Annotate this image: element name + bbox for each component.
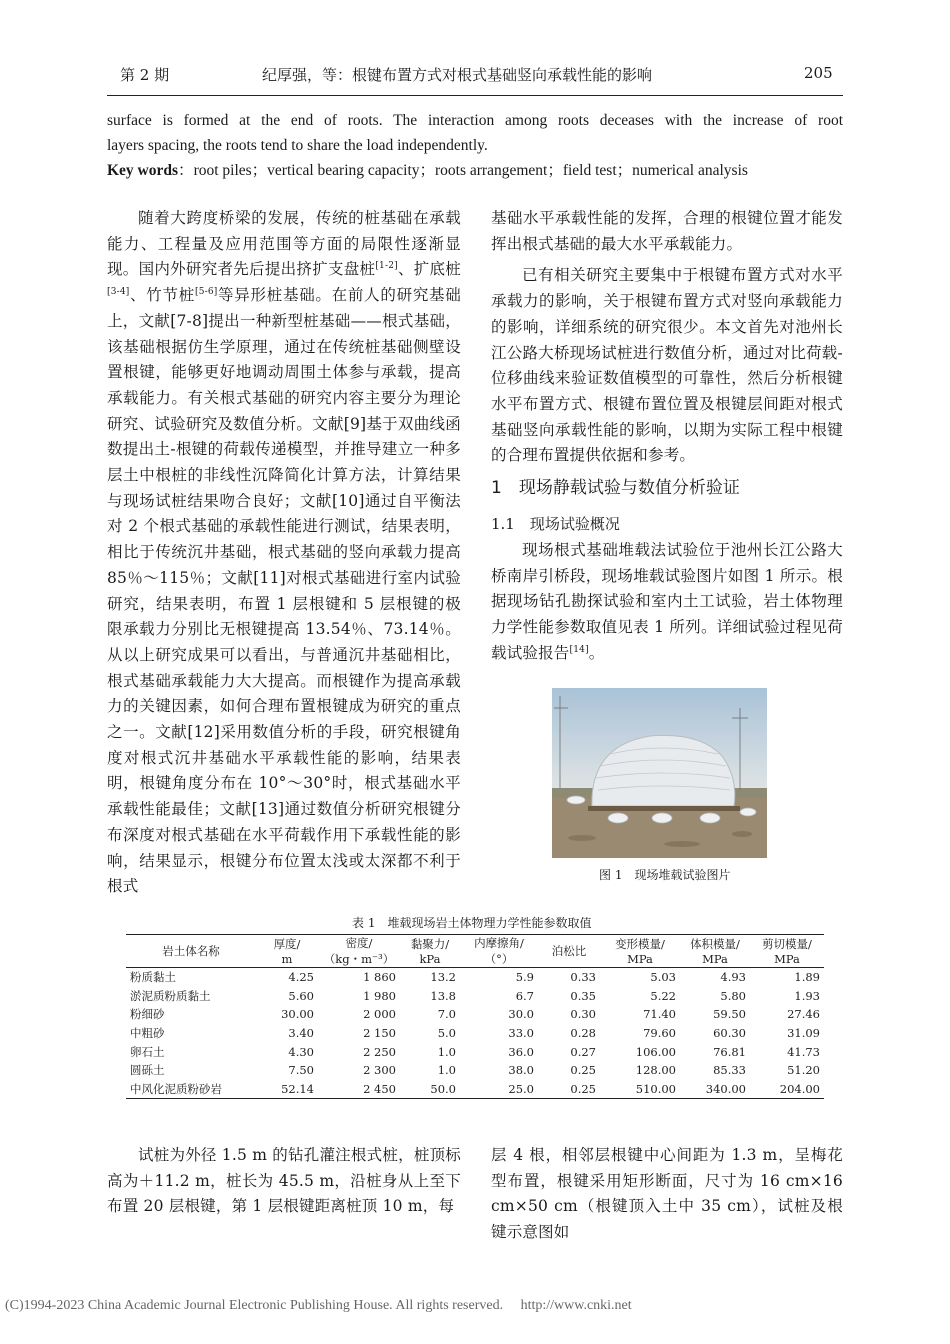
table-cell: 5.9 bbox=[515, 970, 534, 985]
table-cell: 7.0 bbox=[437, 1007, 456, 1022]
table-cell: 76.81 bbox=[713, 1044, 746, 1059]
table-cell: 0.25 bbox=[570, 1063, 596, 1078]
table-cell: 4.25 bbox=[288, 970, 314, 985]
table-cell: 204.00 bbox=[779, 1081, 820, 1096]
table-cell: 0.25 bbox=[570, 1081, 596, 1096]
table-cell: 0.33 bbox=[570, 970, 596, 985]
table-cell: 5.03 bbox=[650, 970, 676, 985]
table-1 bbox=[126, 934, 824, 1099]
table-row bbox=[126, 1061, 824, 1080]
table-cell: 27.46 bbox=[787, 1007, 820, 1022]
table-cell: 340.00 bbox=[705, 1081, 746, 1096]
table-cell: 1.0 bbox=[437, 1044, 456, 1059]
citation-3-4: [3-4] bbox=[107, 286, 130, 297]
citation-1-2: [1-2] bbox=[375, 261, 398, 272]
keywords bbox=[107, 158, 843, 183]
col-header-thickness: 厚度/ m bbox=[273, 937, 301, 966]
table-cell: 52.14 bbox=[281, 1081, 314, 1096]
table-cell: 13.8 bbox=[430, 988, 456, 1003]
header-rule bbox=[107, 95, 843, 96]
header-page-number: 205 bbox=[804, 64, 833, 82]
col-header-name: 岩土体名称 bbox=[162, 944, 220, 958]
table-cell: 1.0 bbox=[437, 1063, 456, 1078]
footer-copyright: (C)1994-2023 China Academic Journal Electronic Publishing House. All rights reserved. bbox=[5, 1298, 504, 1313]
col-header-shear-modulus: 剪切模量/ MPa bbox=[762, 937, 812, 966]
table-cell-name: 中风化泥质粉砂岩 bbox=[130, 1081, 222, 1096]
col-header-density: 密度/ （kg・m⁻³） bbox=[323, 936, 395, 966]
table-cell: 38.0 bbox=[508, 1063, 534, 1078]
table-row bbox=[126, 1005, 824, 1024]
table-cell: 4.30 bbox=[288, 1044, 314, 1059]
table-cell: 7.50 bbox=[288, 1063, 314, 1078]
table-cell: 30.00 bbox=[281, 1007, 314, 1022]
table-row bbox=[126, 1024, 824, 1043]
table-cell: 59.50 bbox=[713, 1007, 746, 1022]
citation-14: [14] bbox=[569, 644, 589, 655]
section-heading-1: 1 现场静载试验与数值分析验证 bbox=[491, 478, 740, 498]
table-row bbox=[126, 968, 824, 987]
table-cell: 36.0 bbox=[508, 1044, 534, 1059]
left-column bbox=[107, 206, 461, 900]
table-cell-name: 卵石土 bbox=[130, 1044, 165, 1059]
table-cell-name: 淤泥质粉质黏土 bbox=[130, 988, 211, 1003]
table-cell: 0.30 bbox=[570, 1007, 596, 1022]
table-header-row bbox=[126, 935, 824, 968]
header-issue: 第 2 期 bbox=[120, 66, 170, 84]
table-cell: 5.0 bbox=[437, 1026, 456, 1041]
keywords-separator: ： bbox=[178, 162, 194, 179]
table-cell: 31.09 bbox=[787, 1026, 820, 1041]
table-cell-name: 粉质黏土 bbox=[130, 970, 176, 985]
table-cell: 5.22 bbox=[650, 988, 676, 1003]
test-overview-block bbox=[491, 538, 843, 667]
table-cell: 51.20 bbox=[787, 1063, 820, 1078]
table-cell-name: 圆砾土 bbox=[130, 1063, 165, 1078]
col-header-friction-angle: 内摩擦角/ （°） bbox=[474, 936, 524, 966]
table-cell: 79.60 bbox=[643, 1026, 676, 1041]
footer-url[interactable]: http://www.cnki.net bbox=[520, 1298, 632, 1313]
table-cell: 2 000 bbox=[363, 1007, 396, 1022]
table-row bbox=[126, 1042, 824, 1061]
table-cell: 0.35 bbox=[570, 988, 596, 1003]
table-cell: 5.80 bbox=[720, 988, 746, 1003]
table-cell: 1 860 bbox=[363, 970, 396, 985]
table-cell: 128.00 bbox=[635, 1063, 676, 1078]
table-cell: 1.93 bbox=[794, 988, 820, 1003]
table-row bbox=[126, 987, 824, 1006]
table-cell: 106.00 bbox=[635, 1044, 676, 1059]
header-running-title: 纪厚强，等：根键布置方式对根式基础竖向承载性能的影响 bbox=[262, 66, 653, 84]
pile-description-right: 层 4 根，相邻层根键中心间距为 1.3 m，呈梅花型布置，根键采用矩形断面，尺寸为 16 cm×16 cm×50 cm（根键顶入土中 35 cm），试桩及根键示意图如 bbox=[491, 1146, 843, 1242]
abstract-line-1: surface is formed at the end of roots. The interaction among roots deceases with the increase of root bbox=[107, 112, 843, 129]
table-row bbox=[126, 1080, 824, 1099]
col-header-cohesion: 黏聚力/ kPa bbox=[410, 937, 450, 966]
table-cell: 510.00 bbox=[635, 1081, 676, 1096]
footer bbox=[5, 1298, 945, 1314]
test-overview-paragraph: 现场根式基础堆载法试验位于池州长江公路大桥南岸引桥段，现场堆载试验图片如图 1 所示。根据现场钻孔勘探试验和室内土工试验，岩土体物理力学性能参数取值见表 1 所列。详细试验过程见荷载试验报告[14]。 bbox=[491, 541, 843, 662]
table-cell: 41.73 bbox=[787, 1044, 820, 1059]
table-cell: 50.0 bbox=[430, 1081, 456, 1096]
table-cell: 0.28 bbox=[570, 1026, 596, 1041]
abstract-line-2: layers spacing, the roots tend to share the load independently. bbox=[107, 137, 488, 154]
keywords-label: Key words bbox=[107, 162, 179, 179]
table-cell: 2 300 bbox=[363, 1063, 396, 1078]
table-cell: 71.40 bbox=[643, 1007, 676, 1022]
table-cell: 1 980 bbox=[363, 988, 396, 1003]
table-cell: 2 450 bbox=[363, 1081, 396, 1096]
intro-paragraph-cont: 基础水平承载性能的发挥，合理的根键位置才能发挥出根式基础的最大水平承载能力。 bbox=[491, 209, 843, 253]
figure-1-caption: 图 1 现场堆载试验图片 bbox=[599, 868, 731, 882]
table-cell: 25.0 bbox=[508, 1081, 534, 1096]
table-cell: 13.2 bbox=[430, 970, 456, 985]
table-cell: 2 150 bbox=[363, 1026, 396, 1041]
intro-paragraph: 随着大跨度桥梁的发展，传统的桩基础在承载能力、工程量及应用范围等方面的局限性逐渐显现。国内外研究者先后提出挤扩支盘桩[1-2]、扩底桩[3-4]、竹节桩[5-6]等异形桩基础。在前人的研究基础上，文献[7-8]提出一种新型桩基础——根式基础，该基础根据仿生学原理，通过在传统桩基础侧壁设置根键，能够更好地调动周围土体参与承载，提高承载能力。有关根式基础的研究内容主要分为理论研究、试验研究及数值分析。文献[9]基于双曲线函数提出土-根键的荷载传递模型，并推导建立一种多层土中根桩的非线性沉降简化计算方法，计算结果与现场试桩结果吻合良好；文献[10]通过自平衡法对 2 个根式基础的承载性能进行测试，结果表明，相比于传统沉井基础，根式基础的竖向承载力提高 85％～115％；文献[11]对根式基础进行室内试验研究，结果表明，布置 1 层根键和 5 层根键的极限承载力分别比无根键提高 13.54％、73.14％。从以上研究成果可以看出，与普通沉井基础相比，根式基础承载能力大大提高。而根键作为提高承载力的关键因素，如何合理布置根键成为研究的重点之一。文献[12]采用数值分析的手段，研究根键角度对根式沉井基础水平承载性能的影响，结果表明，根键角度分布在 10°～30°时，根式基础水平承载性能最佳；文献[13]通过数值分析研究根键分布深度对根式基础在水平荷载作用下承载性能的影响，结果显示，根键分布位置太浅或太深都不利于根式 bbox=[107, 209, 461, 896]
table-cell-name: 粉细砂 bbox=[130, 1007, 165, 1022]
table-cell: 60.30 bbox=[713, 1026, 746, 1041]
right-column bbox=[491, 206, 843, 469]
col-header-bulk-modulus: 体积模量/ MPa bbox=[690, 937, 740, 966]
col-header-deformation-modulus: 变形模量/ MPa bbox=[615, 937, 665, 966]
table-cell: 3.40 bbox=[288, 1026, 314, 1041]
figure-1-photo bbox=[552, 688, 767, 858]
table-cell: 1.89 bbox=[794, 970, 820, 985]
table-cell: 4.93 bbox=[720, 970, 746, 985]
table-cell: 0.27 bbox=[570, 1044, 596, 1059]
table-cell: 2 250 bbox=[363, 1044, 396, 1059]
citation-5-6: [5-6] bbox=[194, 286, 218, 297]
table-cell-name: 中粗砂 bbox=[130, 1026, 165, 1041]
pile-description-left: 试桩为外径 1.5 m 的钻孔灌注根式桩，桩顶标高为＋11.2 m，桩长为 45.5 m，沿桩身从上至下布置 20 层根键，第 1 层根键距离桩顶 10 m，每 bbox=[107, 1146, 461, 1216]
table-cell: 85.33 bbox=[713, 1063, 746, 1078]
table-1-grid bbox=[126, 934, 824, 1099]
subsection-heading-1-1: 1.1 现场试验概况 bbox=[491, 515, 620, 533]
table-cell: 30.0 bbox=[508, 1007, 534, 1022]
keywords-text: root piles；vertical bearing capacity；roots arrangement；field test；numerical analysis bbox=[193, 162, 748, 179]
research-gap-paragraph: 已有相关研究主要集中于根键布置方式对水平承载力的影响，关于根键布置方式对竖向承载能力的影响，详细系统的研究很少。本文首先对池州长江公路大桥现场试桩进行数值分析，通过对比荷载-位移曲线来验证数值模型的可靠性，然后分析根键水平布置方式、根键布置位置及根键层间距对根式基础竖向承载性能的影响，以期为实际工程中根键的合理布置提供依据和参考。 bbox=[491, 266, 843, 465]
table-cell: 5.60 bbox=[288, 988, 314, 1003]
table-1-caption: 表 1 堆载现场岩土体物理力学性能参数取值 bbox=[352, 916, 592, 930]
col-header-poisson: 泊松比 bbox=[551, 944, 587, 958]
table-cell: 6.7 bbox=[515, 988, 534, 1003]
table-cell: 33.0 bbox=[508, 1026, 534, 1041]
